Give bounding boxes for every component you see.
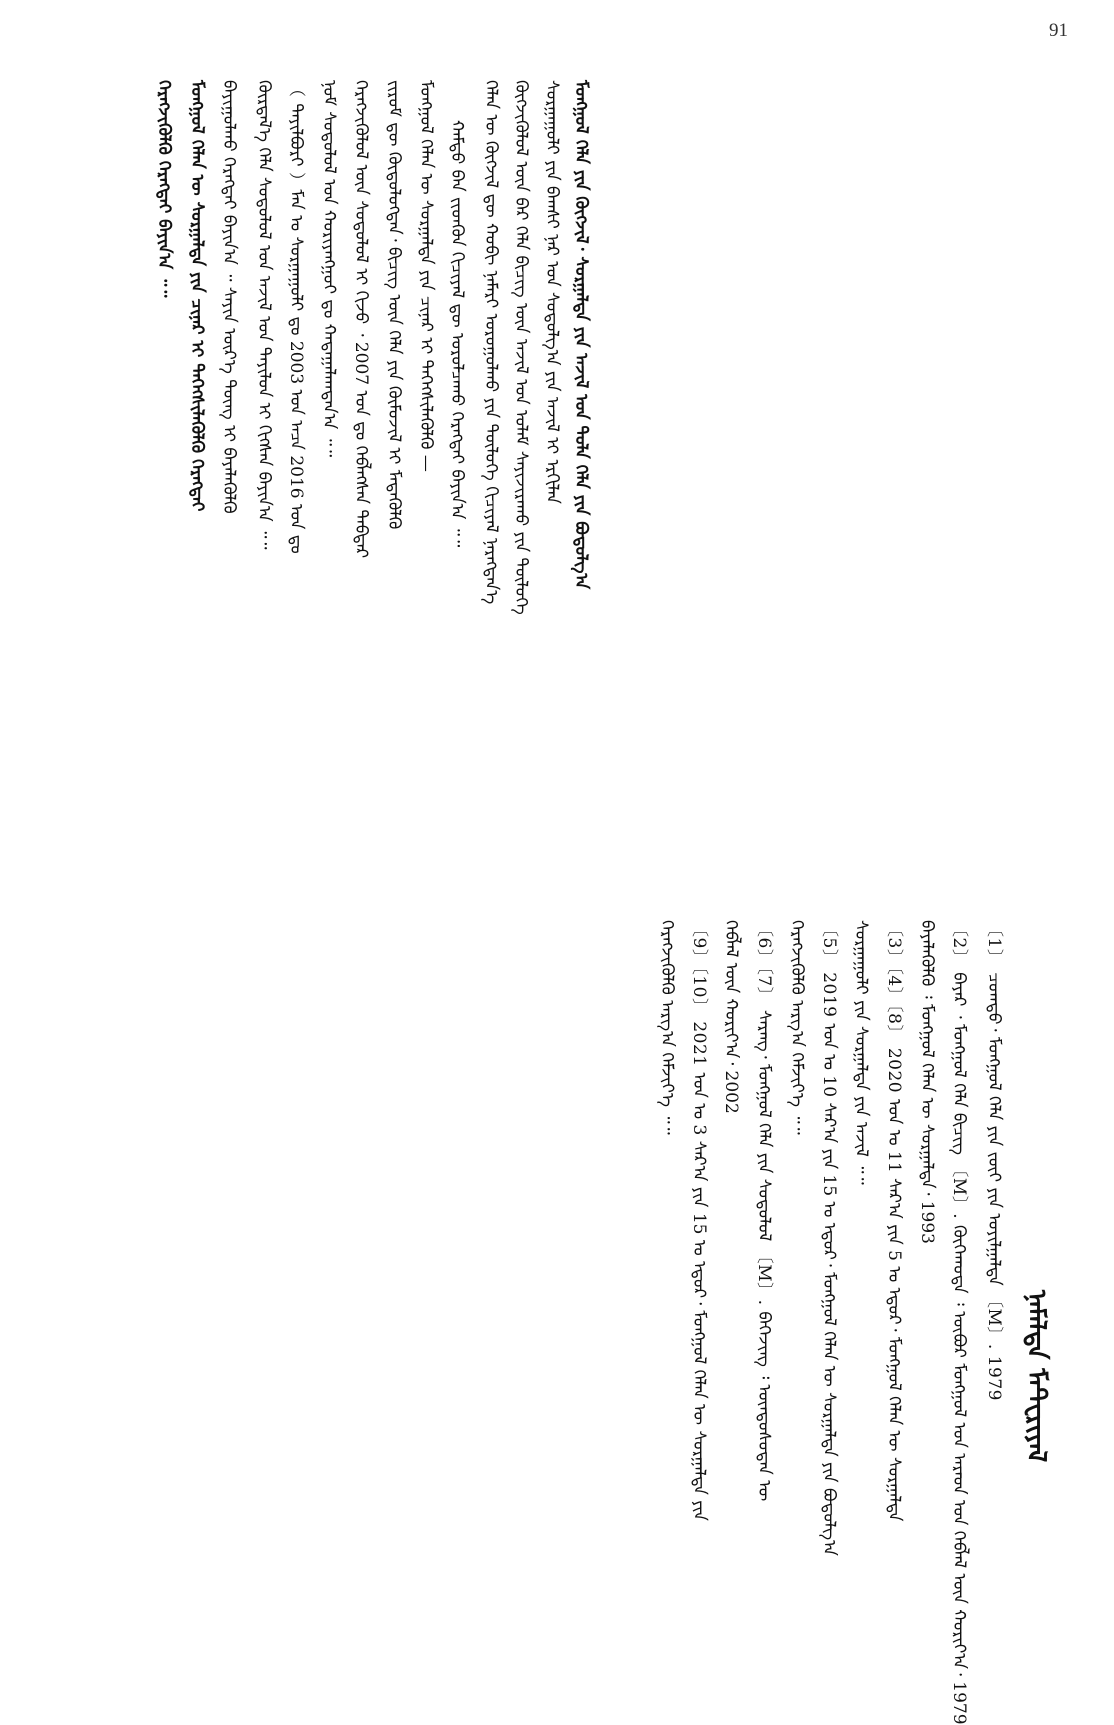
- reference-item: ᠪᠡᠶᠡᠯᠡᠭᠦᠯᠬᠦ ᠄ ᠮᠣᠩᠭᠣᠯ ᠬᠡᠯᠡᠨ ᠦ ᠰᠤᠷᠭᠠᠯᠲᠠ᠂ 1993: [917, 920, 937, 1244]
- body-column: ᠬᠦᠷᠳᠡᠯ᠎ᠡ ᠬᠡᠯᠡ ᠰᠤᠳᠤᠯᠤᠯ ᠤᠨ ᠠᠵᠢᠯ ᠤᠨ ᠲᠠᠶᠢᠯᠤᠨ ᠢ ᠬᠢᠭᠰᠡᠨ ᠪᠠᠶᠢᠨ᠎ᠠ ᠃᠃: [254, 80, 274, 550]
- references-heading: ᠨᠡᠮᠡᠯᠲᠡ ᠮᠠᠲ᠋ᠧᠷᠢᠶᠠᠯ: [1021, 1290, 1051, 1463]
- reference-item: 〔3〕〔4〕〔8〕 2020 ᠣᠨ ᠤ 11 ᠰᠠᠷ᠎ᠠ ᠶᠢᠨ 5 ᠤ ᠡᠳᠦᠷ᠂ ᠮᠣᠩᠭᠣᠯ ᠬᠡᠯᠡᠨ ᠦ ᠰᠤᠷᠭᠠᠯᠲᠠ: [884, 920, 904, 1522]
- reference-item: ᠬᠡᠷᠡᠭᠵᠢᠭᠦᠯᠬᠦ ᠠᠷᠭ᠎ᠠ ᠬᠡᠮᠵᠢᠶ᠎ᠡ ᠃᠃: [787, 920, 807, 1135]
- body-column: ᠨᠣᠮ ᠰᠤᠳᠤᠯᠤᠯ ᠤᠨ ᠬᠣᠷᠢᠶᠠᠩᠭᠤᠢ ᠳᠤ ᠬᠠᠳᠠᠭᠠᠯᠠᠭᠳᠠᠨ᠎ᠠ ᠃᠃: [319, 80, 339, 458]
- body-column: ᠬᠥᠭᠵᠢᠭᠦᠯᠦᠯ ᠦᠨ ᠪᠠᠷ ᠬᠡᠯᠡ ᠪᠢᠴᠢᠭ ᠦᠨ ᠠᠵᠢᠯ ᠤᠨ ᠤᠯᠠᠮ ᠰᠠᠶᠢᠵᠢᠷᠠᠬᠤ ᠶᠢᠨ ᠲᠥᠯᠥᠭᠡ: [511, 80, 531, 615]
- reference-item: 〔5〕 2019 ᠣᠨ ᠤ 10 ᠰᠠᠷ᠎ᠠ ᠶᠢᠨ 15 ᠤ ᠡᠳᠦᠷ᠂ ᠮᠣᠩᠭᠣᠯ ᠬᠡᠯᠡᠨ ᠦ ᠰᠤᠷᠭᠠᠯᠲᠠ ᠶᠢᠨ ᠪᠣᠳᠣᠯᠭ᠎ᠠ: [819, 920, 839, 1556]
- body-column: ᠪᠠᠶᠢᠭᠤᠯᠬᠤ ᠬᠡᠷᠡᠭᠲᠡᠢ ᠪᠠᠶᠢᠨ᠎ᠠ ᠃ ᠰᠠᠶᠢᠨ ᠦᠷ᠎ᠡ ᠳᠦᠩ ᠢ ᠪᠡᠶᠡᠯᠡᠭᠦᠯᠬᠦ: [219, 80, 239, 514]
- reference-item: ᠬᠡᠷᠡᠭᠵᠢᠭᠦᠯᠬᠦ ᠠᠷᠭ᠎ᠠ ᠬᠡᠮᠵᠢᠶ᠎ᠡ ᠃᠃: [657, 920, 677, 1135]
- reference-item: 〔6〕〔7〕 ᠰᠡᠷᠡᠩ᠂ ᠮᠣᠩᠭᠣᠯ ᠬᠡᠯᠡ ᠶᠢᠨ ᠰᠤᠳᠤᠯᠤᠯ 〔M〕. ᠪᠡᠭᠡᠵᠢᠩ ᠄ ᠦᠨᠳᠦᠰᠦᠲᠡᠨ ᠦ: [754, 920, 774, 1502]
- body-closing-line: ᠬᠡᠷᠡᠭᠵᠢᠭᠦᠯᠬᠦ ᠬᠡᠷᠡᠭᠲᠡᠢ ᠪᠠᠶᠢᠨ᠎ᠠ ᠃᠃: [154, 80, 174, 298]
- body-column: ᠮᠣᠩᠭᠣᠯ ᠬᠡᠯᠡᠨ ᠦ ᠰᠤᠷᠭᠠᠯᠲᠠ ᠶᠢᠨ ᠴᠢᠨᠠᠷ ᠢ ᠳᠡᠭᠡᠭᠰᠢᠯᠡᠭᠦᠯᠬᠦ —: [416, 80, 436, 472]
- page-number: 91: [1049, 20, 1068, 41]
- reference-item: ᠰᠤᠷᠭᠠᠭᠤᠯᠢ ᠶᠢᠨ ᠰᠤᠷᠭᠠᠯᠲᠠ ᠶᠢᠨ ᠠᠵᠢᠯ ᠃᠃: [851, 920, 871, 1185]
- body-column: ᠬᠡᠯᠡᠨ ᠦ ᠬᠥᠭᠵᠢᠯ ᠳᠦ ᠬᠤᠪᠢ ᠨᠡᠮᠡᠷᠢ ᠣᠷᠤᠭᠤᠯᠬᠤ ᠶᠢᠨ ᠲᠥᠯᠥᠭᠡ ᠬᠢᠴᠢᠶᠡᠯ ᠨᠡᠷᠡᠭᠳᠡᠨ᠎ᠡ: [481, 80, 501, 605]
- body-column: （ ᠲᠠᠶᠢᠯᠪᠤᠷᠢ ）ᠮᠠᠨ ᠤ ᠰᠤᠷᠭᠠᠭᠤᠯᠢ ᠳᠤ 2003 ᠣᠨ ᠠᠴᠠ 2016 ᠣᠨ ᠳᠤ: [286, 80, 306, 554]
- body-column: ᠬᠠᠮᠲᠤ ᠪᠡᠨ ᠵᠢᠳᠬᠦᠨ ᠬᠢᠴᠢᠶᠡᠯ ᠳᠦ ᠣᠷᠣᠯᠴᠠᠬᠤ ᠬᠡᠷᠡᠭᠲᠡᠢ ᠪᠠᠶᠢᠨ᠎ᠠ ᠃᠃: [447, 120, 467, 548]
- reference-item: 〔2〕 ᠪᠠᠶᠠᠷ ᠂ ᠮᠣᠩᠭᠣᠯ ᠬᠡᠯᠡ ᠪᠢᠴᠢᠭ 〔M〕. ᠬᠥᠬᠡᠬᠣᠲᠠ ᠄ ᠥᠪᠥᠷ ᠮᠣᠩᠭᠣᠯ ᠤᠨ ᠠᠷᠠᠳ ᠤᠨ ᠬᠡᠪᠯᠡᠯ ᠦᠨ ᠬᠣᠷᠢᠶ᠎ᠠ᠂ 1979: [949, 920, 969, 1725]
- body-column: ᠵᠢᠷᠤᠮ ᠳᠦ ᠬᠥᠲᠦᠯᠦᠭᠳᠡᠨ᠂ ᠪᠢᠴᠢᠭ ᠦᠨ ᠬᠡᠯᠡ ᠶᠢᠨ ᠬᠦᠮᠦᠵᠢᠯ ᠢ ᠮᠡᠳᠡᠭᠦᠯᠬᠦ: [384, 80, 404, 530]
- body-column: ᠬᠡᠷᠡᠭᠵᠢᠭᠦᠯᠦᠯ ᠦᠨ ᠰᠤᠳᠤᠯᠤᠯ ᠢ ᠬᠢᠵᠦ ᠂ 2007 ᠣᠨ ᠳᠤ ᠬᠡᠪᠯᠡᠭᠰᠡᠨ ᠳᠡᠪᠲᠡᠷ: [351, 80, 371, 559]
- body-column: ᠮᠣᠩᠭᠣᠯ ᠬᠡᠯᠡ ᠶᠢᠨ ᠬᠥᠭᠵᠢᠯ᠂ ᠰᠤᠷᠭᠠᠯᠲᠠ ᠶᠢᠨ ᠠᠵᠢᠯ ᠤᠨ ᠲᠤᠯᠠ ᠬᠡᠯᠡ ᠶᠢᠨ ᠪᠣᠳᠣᠯᠭ᠎ᠠ: [571, 80, 591, 590]
- body-column: ᠰᠤᠷᠭᠠᠭᠤᠯᠢ ᠶᠢᠨ ᠪᠠᠭᠰᠢ ᠨᠠᠷ ᠤᠨ ᠰᠤᠳᠤᠯᠭ᠎ᠠ ᠶᠢᠨ ᠠᠵᠢᠯ ᠢ ᠡᠷᠬᠢᠯᠡᠨ: [542, 80, 562, 504]
- body-column: ᠮᠣᠩᠭᠣᠯ ᠬᠡᠯᠡᠨ ᠦ ᠰᠤᠷᠭᠠᠯᠲᠠ ᠶᠢᠨ ᠴᠢᠨᠠᠷ ᠢ ᠳᠡᠭᠡᠭᠰᠢᠯᠡᠭᠦᠯᠬᠦ ᠬᠡᠷᠡᠭᠲᠡᠢ: [187, 80, 207, 512]
- reference-item: ᠬᠡᠪᠯᠡᠯ ᠦᠨ ᠬᠣᠷᠢᠶ᠎ᠠ᠂ 2002: [721, 920, 741, 1114]
- reference-item: 〔1〕 ᠴᠣᠭᠲᠤ᠂ ᠮᠣᠩᠭᠣᠯ ᠬᠡᠯᠡ ᠶᠢᠨ ᠵᠦᠢ ᠶᠢᠨ ᠣᠶᠢᠯᠭᠠᠯᠲᠠ 〔M〕. 1979: [984, 920, 1004, 1401]
- reference-item: 〔9〕〔10〕 2021 ᠣᠨ ᠤ 3 ᠰᠠᠷ᠎ᠠ ᠶᠢᠨ 15 ᠤ ᠡᠳᠦᠷ᠂ ᠮᠣᠩᠭᠣᠯ ᠬᠡᠯᠡᠨ ᠦ ᠰᠤᠷᠭᠠᠯᠲᠠ ᠶᠢᠨ: [689, 920, 709, 1521]
